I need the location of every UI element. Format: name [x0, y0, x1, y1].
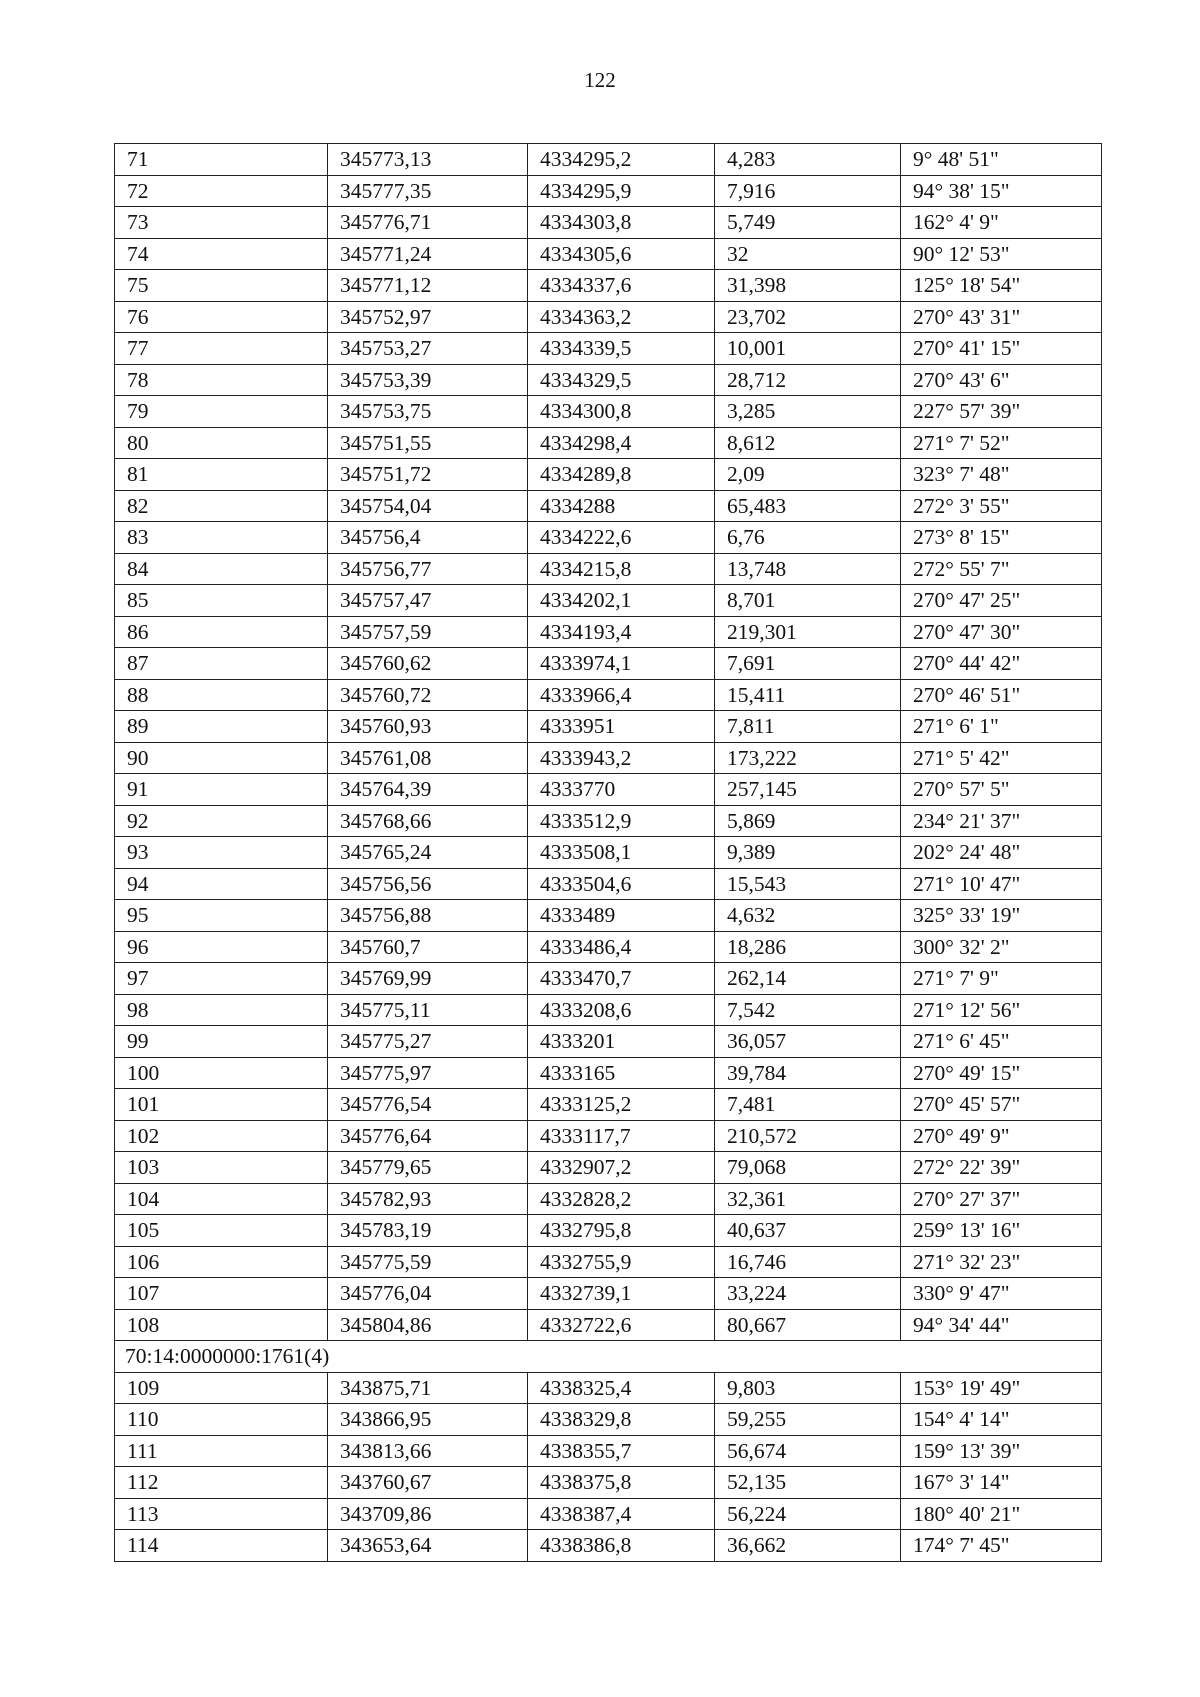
- distance-cell: 31,398: [715, 270, 901, 302]
- x-coordinate-cell: 343653,64: [328, 1530, 528, 1562]
- distance-cell: 3,285: [715, 396, 901, 428]
- point-number-cell: 81: [115, 459, 328, 491]
- x-coordinate-cell: 345761,08: [328, 742, 528, 774]
- x-coordinate-cell: 345775,97: [328, 1057, 528, 1089]
- point-number-cell: 100: [115, 1057, 328, 1089]
- table-row: [115, 1435, 1102, 1467]
- y-coordinate-cell: 4334298,4: [528, 427, 715, 459]
- distance-cell: 257,145: [715, 774, 901, 806]
- point-number-cell: 75: [115, 270, 328, 302]
- x-coordinate-cell: 345756,88: [328, 900, 528, 932]
- table-row: [115, 522, 1102, 554]
- table-row: [115, 931, 1102, 963]
- point-number-cell: 94: [115, 868, 328, 900]
- distance-cell: 16,746: [715, 1246, 901, 1278]
- point-number-cell: 89: [115, 711, 328, 743]
- x-coordinate-cell: 345753,39: [328, 364, 528, 396]
- y-coordinate-cell: 4333504,6: [528, 868, 715, 900]
- distance-cell: 36,057: [715, 1026, 901, 1058]
- x-coordinate-cell: 345773,13: [328, 144, 528, 176]
- bearing-cell: 153° 19' 49": [901, 1372, 1102, 1404]
- table-row: [115, 1246, 1102, 1278]
- bearing-cell: 272° 55' 7": [901, 553, 1102, 585]
- distance-cell: 33,224: [715, 1278, 901, 1310]
- table-row: [115, 1372, 1102, 1404]
- distance-cell: 5,869: [715, 805, 901, 837]
- x-coordinate-cell: 345753,27: [328, 333, 528, 365]
- bearing-cell: 271° 7' 9": [901, 963, 1102, 995]
- distance-cell: 7,916: [715, 175, 901, 207]
- y-coordinate-cell: 4333125,2: [528, 1089, 715, 1121]
- point-number-cell: 103: [115, 1152, 328, 1184]
- page-number: 122: [584, 68, 616, 92]
- table-row: [115, 900, 1102, 932]
- bearing-cell: 234° 21' 37": [901, 805, 1102, 837]
- point-number-cell: 87: [115, 648, 328, 680]
- bearing-cell: 162° 4' 9": [901, 207, 1102, 239]
- y-coordinate-cell: 4334363,2: [528, 301, 715, 333]
- table-row: [115, 490, 1102, 522]
- y-coordinate-cell: 4333201: [528, 1026, 715, 1058]
- x-coordinate-cell: 345777,35: [328, 175, 528, 207]
- distance-cell: 9,803: [715, 1372, 901, 1404]
- x-coordinate-cell: 345776,71: [328, 207, 528, 239]
- bearing-cell: 270° 49' 15": [901, 1057, 1102, 1089]
- x-coordinate-cell: 345783,19: [328, 1215, 528, 1247]
- bearing-cell: 94° 38' 15": [901, 175, 1102, 207]
- bearing-cell: 323° 7' 48": [901, 459, 1102, 491]
- distance-cell: 219,301: [715, 616, 901, 648]
- distance-cell: 10,001: [715, 333, 901, 365]
- table-row: [115, 175, 1102, 207]
- y-coordinate-cell: 4333943,2: [528, 742, 715, 774]
- point-number-cell: 79: [115, 396, 328, 428]
- y-coordinate-cell: 4332722,6: [528, 1309, 715, 1341]
- table-row: [115, 1152, 1102, 1184]
- x-coordinate-cell: 345754,04: [328, 490, 528, 522]
- point-number-cell: 86: [115, 616, 328, 648]
- bearing-cell: 271° 32' 23": [901, 1246, 1102, 1278]
- y-coordinate-cell: 4338355,7: [528, 1435, 715, 1467]
- x-coordinate-cell: 345756,4: [328, 522, 528, 554]
- bearing-cell: 330° 9' 47": [901, 1278, 1102, 1310]
- point-number-cell: 95: [115, 900, 328, 932]
- y-coordinate-cell: 4333512,9: [528, 805, 715, 837]
- table-row: [115, 1026, 1102, 1058]
- table-row: [115, 427, 1102, 459]
- x-coordinate-cell: 345756,77: [328, 553, 528, 585]
- point-number-cell: 74: [115, 238, 328, 270]
- x-coordinate-cell: 345760,72: [328, 679, 528, 711]
- x-coordinate-cell: 345768,66: [328, 805, 528, 837]
- bearing-cell: 259° 13' 16": [901, 1215, 1102, 1247]
- y-coordinate-cell: 4333974,1: [528, 648, 715, 680]
- x-coordinate-cell: 345760,7: [328, 931, 528, 963]
- bearing-cell: 271° 7' 52": [901, 427, 1102, 459]
- x-coordinate-cell: 345804,86: [328, 1309, 528, 1341]
- y-coordinate-cell: 4338386,8: [528, 1530, 715, 1562]
- bearing-cell: 270° 45' 57": [901, 1089, 1102, 1121]
- table-row: [115, 711, 1102, 743]
- x-coordinate-cell: 345756,56: [328, 868, 528, 900]
- point-number-cell: 82: [115, 490, 328, 522]
- x-coordinate-cell: 345775,27: [328, 1026, 528, 1058]
- table-row: [115, 679, 1102, 711]
- table-row: [115, 1467, 1102, 1499]
- bearing-cell: 270° 47' 30": [901, 616, 1102, 648]
- distance-cell: 32,361: [715, 1183, 901, 1215]
- y-coordinate-cell: 4333486,4: [528, 931, 715, 963]
- bearing-cell: 271° 6' 45": [901, 1026, 1102, 1058]
- x-coordinate-cell: 345779,65: [328, 1152, 528, 1184]
- y-coordinate-cell: 4333470,7: [528, 963, 715, 995]
- table-row: [115, 144, 1102, 176]
- bearing-cell: 180° 40' 21": [901, 1498, 1102, 1530]
- point-number-cell: 93: [115, 837, 328, 869]
- distance-cell: 56,224: [715, 1498, 901, 1530]
- point-number-cell: 91: [115, 774, 328, 806]
- point-number-cell: 104: [115, 1183, 328, 1215]
- x-coordinate-cell: 345775,59: [328, 1246, 528, 1278]
- y-coordinate-cell: 4333770: [528, 774, 715, 806]
- x-coordinate-cell: 345775,11: [328, 994, 528, 1026]
- x-coordinate-cell: 343760,67: [328, 1467, 528, 1499]
- bearing-cell: 270° 27' 37": [901, 1183, 1102, 1215]
- table-row: [115, 364, 1102, 396]
- bearing-cell: 174° 7' 45": [901, 1530, 1102, 1562]
- point-number-cell: 88: [115, 679, 328, 711]
- point-number-cell: 72: [115, 175, 328, 207]
- y-coordinate-cell: 4334305,6: [528, 238, 715, 270]
- table-row: [115, 1089, 1102, 1121]
- point-number-cell: 98: [115, 994, 328, 1026]
- x-coordinate-cell: 345765,24: [328, 837, 528, 869]
- y-coordinate-cell: 4334300,8: [528, 396, 715, 428]
- point-number-cell: 80: [115, 427, 328, 459]
- bearing-cell: 272° 3' 55": [901, 490, 1102, 522]
- x-coordinate-cell: 345769,99: [328, 963, 528, 995]
- bearing-cell: 270° 47' 25": [901, 585, 1102, 617]
- y-coordinate-cell: 4334329,5: [528, 364, 715, 396]
- table-row: [115, 805, 1102, 837]
- distance-cell: 9,389: [715, 837, 901, 869]
- table-row: [115, 837, 1102, 869]
- x-coordinate-cell: 345752,97: [328, 301, 528, 333]
- distance-cell: 79,068: [715, 1152, 901, 1184]
- distance-cell: 56,674: [715, 1435, 901, 1467]
- distance-cell: 262,14: [715, 963, 901, 995]
- distance-cell: 5,749: [715, 207, 901, 239]
- point-number-cell: 101: [115, 1089, 328, 1121]
- point-number-cell: 71: [115, 144, 328, 176]
- table-row: [115, 1309, 1102, 1341]
- bearing-cell: 271° 10' 47": [901, 868, 1102, 900]
- y-coordinate-cell: 4332828,2: [528, 1183, 715, 1215]
- point-number-cell: 113: [115, 1498, 328, 1530]
- table-row: [115, 1530, 1102, 1562]
- distance-cell: 7,481: [715, 1089, 901, 1121]
- table-row: [115, 333, 1102, 365]
- bearing-cell: 300° 32' 2": [901, 931, 1102, 963]
- x-coordinate-cell: 345776,54: [328, 1089, 528, 1121]
- bearing-cell: 90° 12' 53": [901, 238, 1102, 270]
- y-coordinate-cell: 4334295,2: [528, 144, 715, 176]
- distance-cell: 13,748: [715, 553, 901, 585]
- y-coordinate-cell: 4338325,4: [528, 1372, 715, 1404]
- bearing-cell: 270° 41' 15": [901, 333, 1102, 365]
- x-coordinate-cell: 343709,86: [328, 1498, 528, 1530]
- distance-cell: 52,135: [715, 1467, 901, 1499]
- table-row: [115, 742, 1102, 774]
- point-number-cell: 84: [115, 553, 328, 585]
- bearing-cell: 270° 46' 51": [901, 679, 1102, 711]
- bearing-cell: 227° 57' 39": [901, 396, 1102, 428]
- distance-cell: 7,542: [715, 994, 901, 1026]
- y-coordinate-cell: 4334193,4: [528, 616, 715, 648]
- bearing-cell: 272° 22' 39": [901, 1152, 1102, 1184]
- table-row: [115, 963, 1102, 995]
- bearing-cell: 270° 49' 9": [901, 1120, 1102, 1152]
- distance-cell: 8,612: [715, 427, 901, 459]
- y-coordinate-cell: 4334289,8: [528, 459, 715, 491]
- point-number-cell: 111: [115, 1435, 328, 1467]
- y-coordinate-cell: 4334222,6: [528, 522, 715, 554]
- point-number-cell: 97: [115, 963, 328, 995]
- bearing-cell: 159° 13' 39": [901, 1435, 1102, 1467]
- distance-cell: 4,632: [715, 900, 901, 932]
- table-row: [115, 774, 1102, 806]
- x-coordinate-cell: 343875,71: [328, 1372, 528, 1404]
- distance-cell: 173,222: [715, 742, 901, 774]
- table-row: [115, 207, 1102, 239]
- x-coordinate-cell: 345776,04: [328, 1278, 528, 1310]
- bearing-cell: 154° 4' 14": [901, 1404, 1102, 1436]
- bearing-cell: 271° 5' 42": [901, 742, 1102, 774]
- bearing-cell: 202° 24' 48": [901, 837, 1102, 869]
- y-coordinate-cell: 4334295,9: [528, 175, 715, 207]
- table-row: [115, 994, 1102, 1026]
- point-number-cell: 106: [115, 1246, 328, 1278]
- y-coordinate-cell: 4332795,8: [528, 1215, 715, 1247]
- y-coordinate-cell: 4333508,1: [528, 837, 715, 869]
- point-number-cell: 107: [115, 1278, 328, 1310]
- table-row: [115, 1404, 1102, 1436]
- point-number-cell: 92: [115, 805, 328, 837]
- point-number-cell: 90: [115, 742, 328, 774]
- distance-cell: 4,283: [715, 144, 901, 176]
- table-row: [115, 459, 1102, 491]
- distance-cell: 59,255: [715, 1404, 901, 1436]
- cadastral-number-label: 70:14:0000000:1761(4): [115, 1341, 1102, 1373]
- bearing-cell: 9° 48' 51": [901, 144, 1102, 176]
- point-number-cell: 114: [115, 1530, 328, 1562]
- table-row: [115, 616, 1102, 648]
- distance-cell: 210,572: [715, 1120, 901, 1152]
- y-coordinate-cell: 4332755,9: [528, 1246, 715, 1278]
- y-coordinate-cell: 4338387,4: [528, 1498, 715, 1530]
- bearing-cell: 270° 44' 42": [901, 648, 1102, 680]
- y-coordinate-cell: 4333966,4: [528, 679, 715, 711]
- x-coordinate-cell: 343813,66: [328, 1435, 528, 1467]
- table-row: [115, 1120, 1102, 1152]
- distance-cell: 39,784: [715, 1057, 901, 1089]
- point-number-cell: 110: [115, 1404, 328, 1436]
- y-coordinate-cell: 4332739,1: [528, 1278, 715, 1310]
- bearing-cell: 167° 3' 14": [901, 1467, 1102, 1499]
- point-number-cell: 73: [115, 207, 328, 239]
- distance-cell: 28,712: [715, 364, 901, 396]
- point-number-cell: 85: [115, 585, 328, 617]
- y-coordinate-cell: 4333489: [528, 900, 715, 932]
- point-number-cell: 96: [115, 931, 328, 963]
- bearing-cell: 325° 33' 19": [901, 900, 1102, 932]
- x-coordinate-cell: 345753,75: [328, 396, 528, 428]
- bearing-cell: 270° 57' 5": [901, 774, 1102, 806]
- y-coordinate-cell: 4334303,8: [528, 207, 715, 239]
- point-number-cell: 83: [115, 522, 328, 554]
- x-coordinate-cell: 345760,62: [328, 648, 528, 680]
- y-coordinate-cell: 4334339,5: [528, 333, 715, 365]
- x-coordinate-cell: 345764,39: [328, 774, 528, 806]
- y-coordinate-cell: 4333951: [528, 711, 715, 743]
- x-coordinate-cell: 345751,72: [328, 459, 528, 491]
- point-number-cell: 112: [115, 1467, 328, 1499]
- x-coordinate-cell: 345771,12: [328, 270, 528, 302]
- y-coordinate-cell: 4333117,7: [528, 1120, 715, 1152]
- table-row: [115, 270, 1102, 302]
- distance-cell: 18,286: [715, 931, 901, 963]
- y-coordinate-cell: 4334215,8: [528, 553, 715, 585]
- point-number-cell: 105: [115, 1215, 328, 1247]
- point-number-cell: 99: [115, 1026, 328, 1058]
- distance-cell: 32: [715, 238, 901, 270]
- y-coordinate-cell: 4338375,8: [528, 1467, 715, 1499]
- bearing-cell: 94° 34' 44": [901, 1309, 1102, 1341]
- distance-cell: 36,662: [715, 1530, 901, 1562]
- bearing-cell: 271° 12' 56": [901, 994, 1102, 1026]
- x-coordinate-cell: 345776,64: [328, 1120, 528, 1152]
- x-coordinate-cell: 345751,55: [328, 427, 528, 459]
- section-row: [115, 1341, 1102, 1373]
- point-number-cell: 76: [115, 301, 328, 333]
- table-row: [115, 396, 1102, 428]
- table-row: [115, 1183, 1102, 1215]
- distance-cell: 15,543: [715, 868, 901, 900]
- distance-cell: 7,811: [715, 711, 901, 743]
- y-coordinate-cell: 4332907,2: [528, 1152, 715, 1184]
- table-row: [115, 1498, 1102, 1530]
- table-row: [115, 1057, 1102, 1089]
- table-row: [115, 868, 1102, 900]
- x-coordinate-cell: 343866,95: [328, 1404, 528, 1436]
- distance-cell: 6,76: [715, 522, 901, 554]
- distance-cell: 8,701: [715, 585, 901, 617]
- x-coordinate-cell: 345771,24: [328, 238, 528, 270]
- point-number-cell: 77: [115, 333, 328, 365]
- distance-cell: 40,637: [715, 1215, 901, 1247]
- distance-cell: 7,691: [715, 648, 901, 680]
- x-coordinate-cell: 345782,93: [328, 1183, 528, 1215]
- x-coordinate-cell: 345757,47: [328, 585, 528, 617]
- table-row: [115, 585, 1102, 617]
- bearing-cell: 273° 8' 15": [901, 522, 1102, 554]
- distance-cell: 15,411: [715, 679, 901, 711]
- table-row: [115, 301, 1102, 333]
- bearing-cell: 270° 43' 31": [901, 301, 1102, 333]
- table-row: [115, 1215, 1102, 1247]
- x-coordinate-cell: 345760,93: [328, 711, 528, 743]
- coordinates-table-body: [115, 144, 1102, 1562]
- distance-cell: 80,667: [715, 1309, 901, 1341]
- distance-cell: 65,483: [715, 490, 901, 522]
- y-coordinate-cell: 4334202,1: [528, 585, 715, 617]
- y-coordinate-cell: 4333208,6: [528, 994, 715, 1026]
- point-number-cell: 108: [115, 1309, 328, 1341]
- table-row: [115, 1278, 1102, 1310]
- distance-cell: 23,702: [715, 301, 901, 333]
- y-coordinate-cell: 4333165: [528, 1057, 715, 1089]
- y-coordinate-cell: 4334337,6: [528, 270, 715, 302]
- x-coordinate-cell: 345757,59: [328, 616, 528, 648]
- table-row: [115, 553, 1102, 585]
- coordinates-table: [114, 143, 1102, 1562]
- bearing-cell: 270° 43' 6": [901, 364, 1102, 396]
- y-coordinate-cell: 4338329,8: [528, 1404, 715, 1436]
- bearing-cell: 271° 6' 1": [901, 711, 1102, 743]
- point-number-cell: 102: [115, 1120, 328, 1152]
- y-coordinate-cell: 4334288: [528, 490, 715, 522]
- point-number-cell: 109: [115, 1372, 328, 1404]
- table-row: [115, 648, 1102, 680]
- distance-cell: 2,09: [715, 459, 901, 491]
- table-row: [115, 238, 1102, 270]
- point-number-cell: 78: [115, 364, 328, 396]
- bearing-cell: 125° 18' 54": [901, 270, 1102, 302]
